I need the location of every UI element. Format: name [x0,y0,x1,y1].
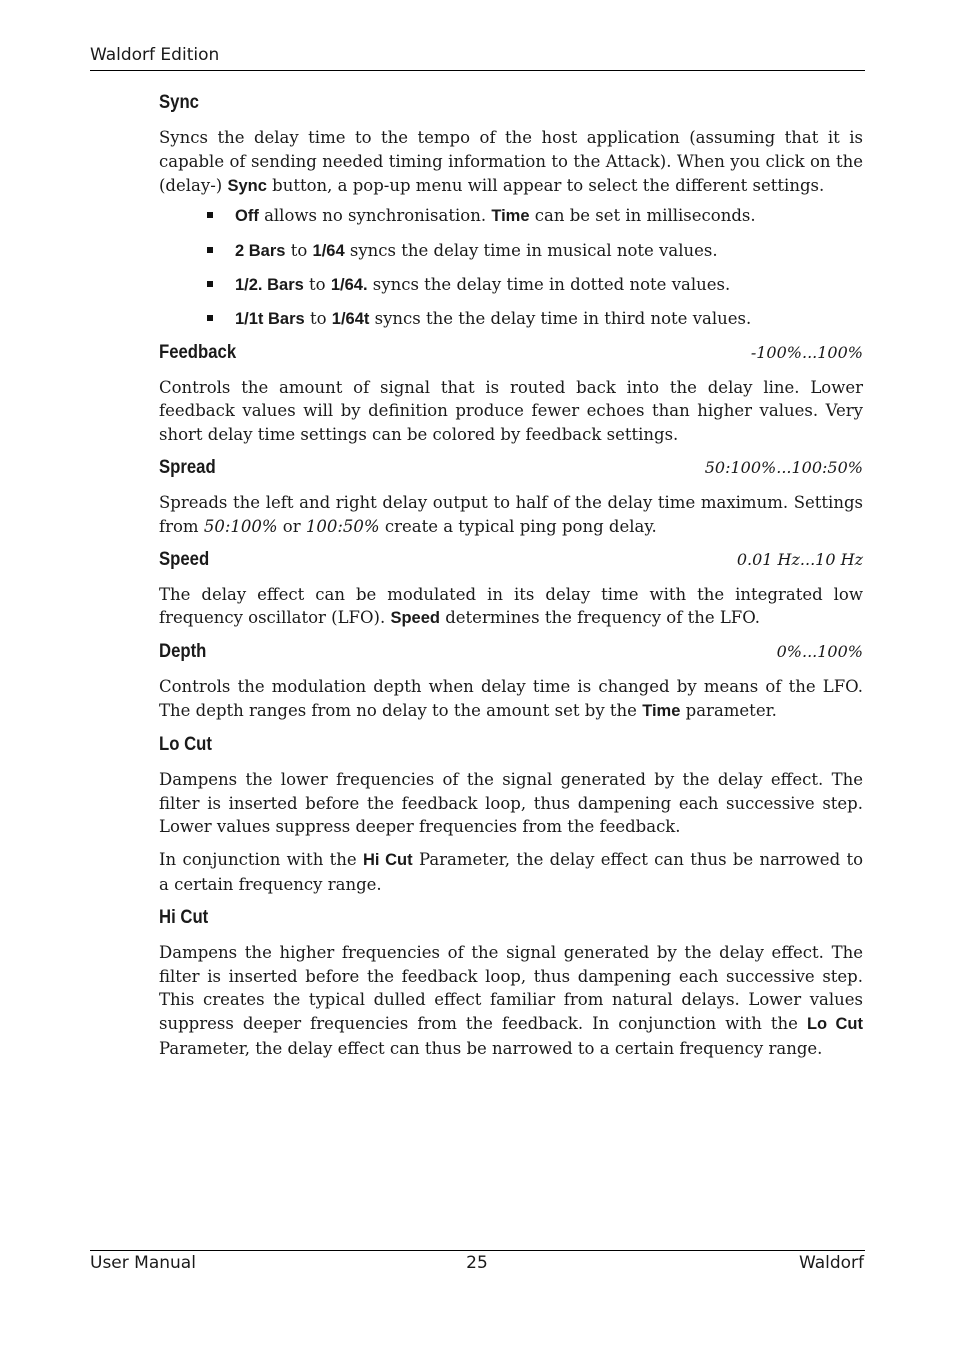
section-heading-row [159,342,863,370]
body-paragraph [159,941,863,1061]
body-paragraph [159,583,863,632]
text-run: Controls the modulation depth when delay time is changed by means of the LFO. The depth ranges from no delay to the amount set by the [159,677,863,720]
text-run: button, a pop-up menu will appear to select the different settings. [266,175,825,195]
section-heading-row [159,641,863,669]
bold-term: 1/64 [312,241,345,260]
running-header: Waldorf Edition [90,45,220,65]
body-paragraph [159,126,863,198]
text-run: can be set in milliseconds. [529,206,756,226]
section-feedback [159,342,863,447]
square-bullet-icon [207,247,213,253]
text-run: syncs the the delay time in third note values. [369,309,752,329]
text-run: to [285,240,313,260]
section-title: Spread [159,456,216,478]
page-content [159,88,863,1061]
square-bullet-icon [207,281,213,287]
text-run: or [277,516,306,536]
value-range: 0%...100% [776,642,863,662]
bullet-list [159,204,863,332]
section-heading-row [159,457,863,485]
bold-term: Time [642,701,681,720]
footer-document-name: User Manual [90,1253,196,1273]
text-run: to [304,309,332,329]
text-run: Dampens the higher frequencies of the signal generated by the delay effect. The filter is inserted before the feedback loop, thus dampening each successive step. This creates the typical dulled effect familiar from natural delays. Lower values suppress deeper frequencies from the feedback. In conjunction with the [159,942,863,1034]
section-title: Lo Cut [159,733,212,755]
bold-term: Lo Cut [806,1015,863,1034]
text-run: allows no synchronisation. [258,206,492,226]
text-run: syncs the delay time in musical note values. [344,240,718,260]
section-speed [159,549,863,632]
section-spread [159,457,863,539]
body-paragraph: Controls the amount of signal that is routed back into the delay line. Lower feedback values will by definition produce fewer echoes than higher values. Very short delay time settings can be colored by feedback settings. [159,377,863,445]
section-heading-row [159,734,863,762]
body-paragraph [159,675,863,724]
list-item [207,307,863,332]
list-item [207,204,863,229]
section-title: Feedback [159,341,237,363]
body-paragraph [159,491,863,539]
section-heading-row [159,907,863,935]
list-item [207,239,863,264]
text-run: to [303,274,331,294]
text-run: Parameter, the delay effect can thus be narrowed to a certain frequency range. [159,1038,823,1058]
text-run: Parameter, the delay effect can thus be narrowed to a certain frequency range. [159,850,864,894]
section-heading-row [159,92,863,120]
bold-term: Speed [390,609,440,628]
bold-term: Time [491,207,530,226]
body-paragraph [159,848,863,897]
section-title: Depth [159,641,207,663]
text-run: create a typical ping pong delay. [379,516,657,536]
text-run: In conjunction with the [159,850,363,870]
square-bullet-icon [207,212,213,218]
text-run: The delay effect can be modulated in its delay time with the integrated low frequency oscillator (LFO). [159,584,863,628]
bold-term: 1/64. [330,275,368,294]
section-hi-cut [159,907,863,1061]
value-range: -100%...100% [750,342,863,362]
page-number: 25 [466,1253,488,1273]
text-run: syncs the delay time in dotted note values. [367,274,731,294]
text-run: Syncs the delay time to the tempo of the host application (assuming that it is capable of sending needed timing information to the Attack). When you click on the (delay-) [159,128,863,195]
bold-term: Off [235,207,259,226]
section-title: Sync [159,92,199,113]
section-heading-row [159,549,863,577]
section-title: Hi Cut [159,906,209,928]
header-rule [90,70,865,71]
footer-brand: Waldorf [798,1253,864,1273]
body-paragraph: Dampens the lower frequencies of the signal generated by the delay effect. The filter is inserted before the feedback loop, thus dampening each successive step. Lower values suppress deeper frequencies from the feedback. [159,769,863,837]
square-bullet-icon [207,315,213,321]
italic-term: 50:100% [203,516,278,536]
italic-term: 100:50% [305,516,380,536]
bold-term: 1/2. Bars [235,275,304,294]
text-run: determines the frequency of the LFO. [439,608,761,628]
bold-term: 1/1t Bars [235,310,305,329]
text-run: parameter. [680,700,777,720]
value-range: 50:100%...100:50% [704,457,863,477]
section-title: Speed [159,548,210,570]
list-item [207,273,863,298]
section-sync [159,92,863,332]
value-range: 0.01 Hz...10 Hz [736,549,863,569]
bold-term: 1/64t [331,310,370,329]
bold-term: Sync [227,176,267,195]
bold-term: 2 Bars [235,241,286,260]
section-depth [159,641,863,724]
bold-term: Hi Cut [362,851,413,870]
section-lo-cut [159,734,863,897]
text-run: Spreads the left and right delay output to half of the delay time maximum. Settings from [159,492,863,536]
footer-rule [90,1250,865,1251]
